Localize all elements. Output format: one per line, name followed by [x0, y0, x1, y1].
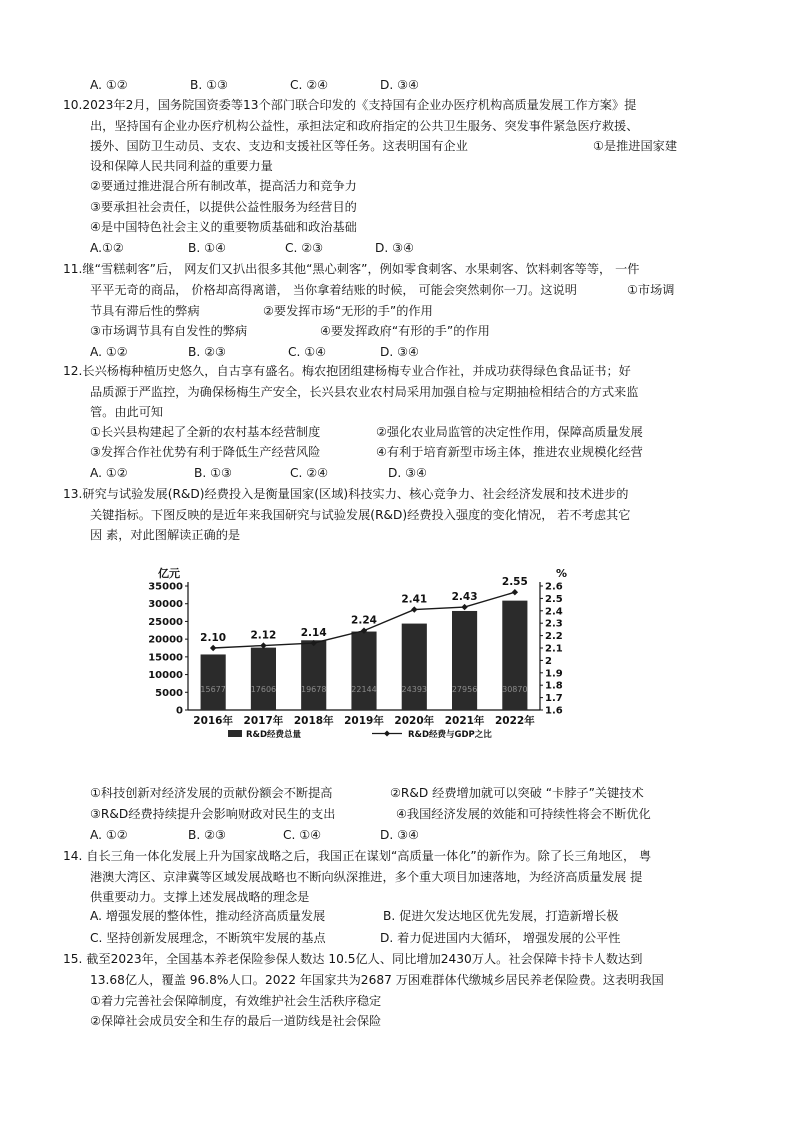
bar-value-label: 17606 [250, 685, 277, 694]
q12-options [90, 465, 490, 481]
q11-stem-line-2: 平平无奇的商品， 价格却高得离谱， 当你拿着结账的时候， 可能会突然刺你一刀。这说明 [90, 283, 577, 297]
q10-option-b: B. ①④ [188, 241, 226, 255]
x-tick-label: 2022年 [494, 715, 535, 727]
q10-statement-1-end: 设和保障人民共同利益的重要力量 [90, 159, 273, 173]
q14-choice-d: D. 着力促进国内大循环， 增强发展的公平性 [380, 931, 621, 945]
q9-option-d: D. ③④ [380, 78, 419, 92]
q9-option-a: A. ①② [90, 78, 128, 92]
q11-stem-line-1: 11.继“雪糕刺客”后， 网友们又扒出很多其他“黑心刺客”，例如零食刺客、水果刺客、饮料刺客等等， 一件 [63, 262, 640, 276]
y-right-tick-label: 2.6 [545, 581, 563, 593]
x-tick-label: 2021年 [444, 715, 485, 727]
rd-expenditure-chart [140, 560, 600, 750]
ratio-point [411, 606, 417, 612]
q12-statement-2: ②强化农业局监管的决定性作用，保障高质量发展 [376, 425, 643, 439]
bar-value-label: 24393 [401, 685, 428, 694]
y-right-tick-label: 1.6 [545, 705, 563, 717]
y-left-tick-label: 30000 [148, 599, 183, 611]
q13-option-c: C. ①④ [283, 828, 322, 842]
y-right-tick-label: 1.9 [545, 668, 563, 680]
legend-line-marker [384, 731, 390, 737]
q12-option-a: A. ①② [90, 466, 128, 480]
q9-options [90, 77, 490, 93]
q11-statement-3: ③市场调节具有自发性的弊病 [90, 324, 248, 338]
q14-choice-c: C. 坚持创新发展理念，不断筑牢发展的基点 [90, 931, 326, 945]
chart-bar [402, 624, 427, 710]
ratio-value-label: 2.24 [351, 614, 377, 627]
y-left-tick-label: 35000 [148, 581, 183, 593]
y-left-tick-label: 0 [176, 705, 183, 717]
q13-option-b: B. ②③ [188, 828, 226, 842]
bar-value-label: 30870 [502, 685, 528, 694]
q13-statement-4: ④我国经济发展的效能和可持续性将会不断优化 [396, 807, 651, 821]
q10-statement-3: ③要承担社会责任，以提供公益性服务为经营目的 [90, 200, 357, 214]
q9-option-c: C. ②④ [290, 78, 329, 92]
ratio-value-label: 2.10 [200, 632, 227, 644]
y-right-tick-label: 1.8 [545, 680, 563, 692]
q11-statement-1-start: ①市场调 [627, 283, 675, 297]
q10-option-c: C. ②③ [285, 241, 324, 255]
q12-stem-line-1: 12.长兴杨梅种植历史悠久，自古享有盛名。梅农抱团组建杨梅专业合作社，并成功获得绿色食品证书；好 [63, 364, 631, 378]
q12-statement-3: ③发挥合作社优势有利于降低生产经营风险 [90, 445, 321, 459]
chart-bar [201, 654, 226, 710]
y-right-tick-label: 2.4 [545, 606, 563, 618]
q11-statement-2: ②要发挥市场“无形的手”的作用 [263, 304, 433, 318]
chart-bar [452, 611, 477, 710]
x-tick-label: 2020年 [394, 715, 435, 727]
q11-option-b: B. ②③ [188, 345, 226, 359]
y-right-tick-label: 1.7 [545, 693, 563, 705]
q13-statement-3: ③R&D经费持续提升会影响财政对民生的支出 [90, 807, 336, 821]
q11-statement-1-end: 节具有滞后性的弊病 [90, 304, 200, 318]
y-left-tick-label: 10000 [148, 670, 183, 682]
ratio-point [210, 645, 216, 651]
ratio-point [512, 589, 518, 595]
q13-statement-1: ①科技创新对经济发展的贡献份额会不断提高 [90, 786, 333, 800]
ratio-value-label: 2.55 [501, 576, 528, 589]
y-right-tick-label: 2.2 [545, 631, 563, 643]
y-left-tick-label: 15000 [148, 652, 183, 664]
q11-statement-4: ④要发挥政府“有形的手”的作用 [320, 324, 490, 338]
q12-stem-line-2: 品质源于严监控，为确保杨梅生产安全，长兴县农业农村局采用加强自检与定期抽检相结合的方式来监 [90, 385, 639, 399]
x-tick-label: 2017年 [243, 715, 284, 727]
chart-legend [228, 729, 492, 740]
x-tick-label: 2018年 [293, 715, 334, 727]
y-left-tick-label: 25000 [148, 616, 183, 628]
q13-options [90, 827, 490, 843]
q14-choice-a: A. 增强发展的整体性，推动经济高质量发展 [90, 909, 326, 923]
q10-option-a: A.①② [90, 241, 124, 255]
q13-statement-2: ②R&D 经费增加就可以突破 “卡脖子”关键技术 [390, 786, 644, 800]
q12-statement-4: ④有利于培育新型市场主体，推进农业规模化经营 [376, 445, 643, 459]
q14-stem-line-3: 供重要动力。支撑上述发展战略的理念是 [90, 890, 310, 904]
ratio-value-label: 2.41 [401, 593, 428, 606]
q15-statement-2: ②保障社会成员安全和生存的最后一道防线是社会保险 [90, 1014, 382, 1028]
q11-option-a: A. ①② [90, 345, 128, 359]
legend-bar-label: R&D经费总量 [246, 730, 302, 740]
q11-options [90, 344, 490, 360]
x-tick-label: 2019年 [344, 715, 384, 727]
q12-option-c: C. ②④ [290, 466, 329, 480]
q10-statement-1-start: ①是推进国家建 [593, 139, 678, 153]
y-left-unit-label: 亿元 [158, 567, 180, 580]
q15-stem-line-2: 13.68亿人，覆盖 96.8%人口。2022 年国家共为2687 万困难群体代缴城乡居民养老保险费。这表明我国 [90, 973, 664, 987]
q12-option-d: D. ③④ [388, 466, 427, 480]
q13-stem-line-1: 13.研究与试验发展(R&D)经费投入是衡量国家(区域)科技实力、核心竞争力、社会经济发展和技术进步的 [63, 487, 629, 501]
q10-statement-2: ②要通过推进混合所有制改革，提高活力和竞争力 [90, 179, 357, 193]
y-right-tick-label: 2.5 [545, 593, 563, 605]
y-right-unit-label: % [556, 567, 568, 580]
y-right-tick-label: 2.1 [545, 643, 563, 655]
y-right-tick-label: 2.3 [545, 618, 563, 630]
bar-value-label: 19678 [300, 685, 327, 694]
chart-bar [251, 648, 276, 710]
q13-option-a: A. ①② [90, 828, 128, 842]
q10-option-d: D. ③④ [375, 241, 414, 255]
q10-stem-line-3: 援外、国防卫生动员、支农、支边和支援社区等任务。这表明国有企业 [90, 139, 468, 153]
q12-statement-1: ①长兴县构建起了全新的农村基本经营制度 [90, 425, 321, 439]
q10-options [90, 240, 490, 256]
ratio-value-label: 2.43 [451, 591, 478, 604]
q10-stem-line-2: 出，坚持国有企业办医疗机构公益性，承担法定和政府指定的公共卫生服务、突发事件紧急医疗救援、 [90, 119, 639, 133]
q12-stem-line-3: 管。由此可知 [90, 405, 164, 419]
ratio-value-label: 2.14 [300, 627, 327, 640]
q13-stem-line-3: 因 素，对此图解读正确的是 [90, 528, 241, 542]
q9-option-b: B. ①③ [190, 78, 228, 92]
q11-option-c: C. ①④ [288, 345, 327, 359]
q13-stem-line-2: 关键指标。下图反映的是近年来我国研究与试验发展(R&D)经费投入强度的变化情况， 若不考虑其它 [90, 508, 631, 522]
q12-option-b: B. ①③ [194, 466, 232, 480]
q10-statement-4: ④是中国特色社会主义的重要物质基础和政治基础 [90, 220, 357, 234]
q14-choice-b: B. 促进欠发达地区优先发展，打造新增长极 [383, 909, 619, 923]
legend-line-label: R&D经费与GDP之比 [408, 730, 492, 740]
q14-stem-line-2: 港澳大湾区、京津冀等区域发展战略也不断向纵深推进，多个重大项目加速落地，为经济高质量发展 提 [90, 870, 643, 884]
q13-option-d: D. ③④ [380, 828, 419, 842]
chart-bar [351, 632, 376, 710]
bar-value-label: 15677 [200, 685, 226, 694]
chart-bar [301, 640, 326, 710]
x-tick-label: 2016年 [193, 715, 234, 727]
bar-value-label: 22144 [351, 685, 377, 694]
q15-statement-1: ①着力完善社会保障制度，有效维护社会生活秩序稳定 [90, 994, 382, 1008]
ratio-value-label: 2.12 [250, 629, 277, 642]
q11-option-d: D. ③④ [380, 345, 419, 359]
q14-stem-line-1: 14. 自长三角一体化发展上升为国家战略之后，我国正在谋划“高质量一体化”的新作为。除了长三角地区， 粤 [63, 849, 652, 863]
y-right-tick-label: 2 [545, 655, 552, 667]
ratio-point [461, 604, 467, 610]
y-left-tick-label: 5000 [155, 687, 183, 699]
bar-value-label: 27956 [451, 685, 478, 694]
q10-stem-line-1: 10.2023年2月，国务院国资委等13个部门联合印发的《支持国有企业办医疗机构高质量发展工作方案》提 [63, 98, 637, 112]
q15-stem-line-1: 15. 截至2023年，全国基本养老保险参保人数达 10.5亿人、同比增加2430万人。社会保障卡持卡人数达到 [63, 952, 643, 966]
y-left-tick-label: 20000 [148, 634, 183, 646]
legend-bar-swatch [228, 730, 242, 737]
